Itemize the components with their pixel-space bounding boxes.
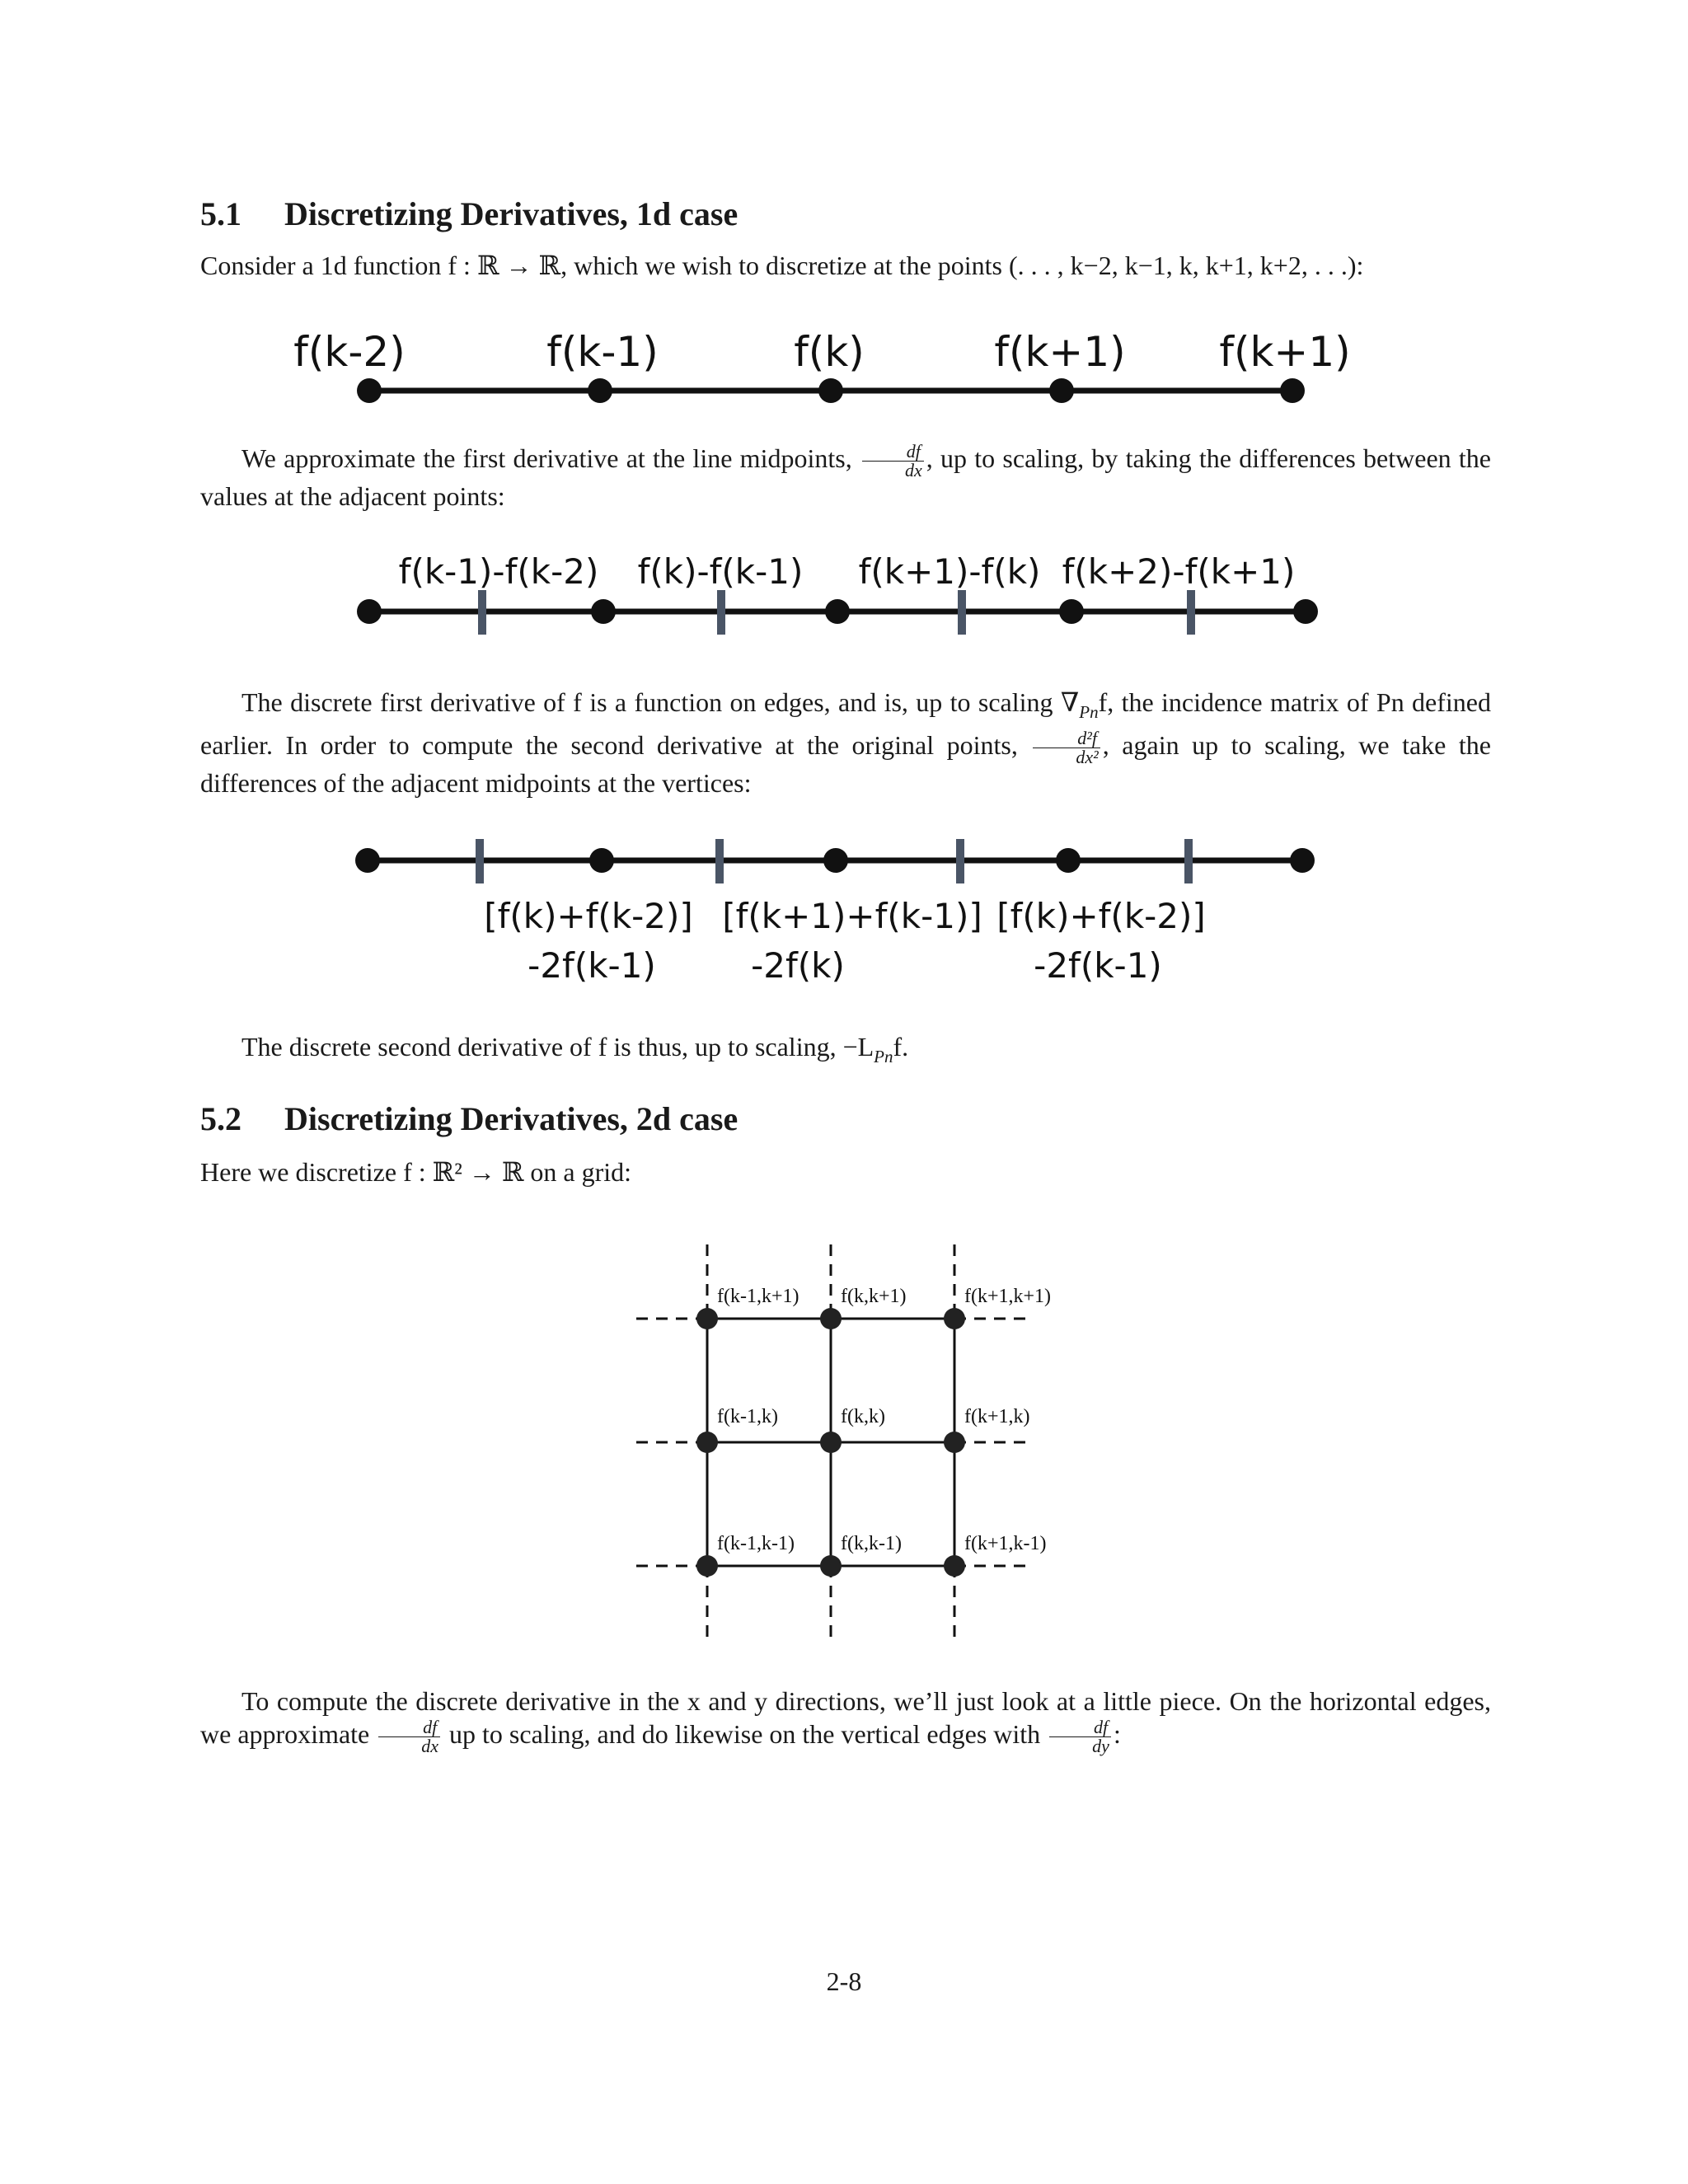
text-run: The discrete second derivative of f is thus, up to scaling, −L: [241, 1032, 874, 1062]
vertex-point: [1280, 378, 1305, 403]
vertex-point: [1290, 848, 1315, 873]
fraction-denominator: dx²: [1076, 747, 1099, 768]
section-title: Discretizing Derivatives, 2d case: [284, 1100, 738, 1137]
fraction-denominator: dx: [904, 460, 922, 481]
fraction-denominator: dx: [421, 1736, 439, 1757]
fraction-numerator: d²f: [1033, 729, 1100, 748]
midpoint-tick: [956, 839, 964, 883]
point-label: f(k): [794, 328, 865, 376]
midpoint-tick: [1187, 590, 1195, 635]
text-run: f, the incidence matrix of Pn defined earlier. In order to compute the second derivative at the original points,: [200, 687, 1492, 760]
first-derivative-paragraph: [200, 442, 1491, 513]
figure-1d-first-differences: [313, 544, 1418, 635]
midpoint-tick: [1184, 839, 1193, 883]
subscript: Pn: [874, 1047, 893, 1066]
vertex-point: [818, 378, 843, 403]
text-run: , up to scaling, by taking the differences between the values at the adjacent points:: [200, 443, 1492, 512]
section-title: Discretizing Derivatives, 1d case: [284, 195, 738, 232]
section-number: 5.1: [200, 195, 241, 232]
page-number: 2-8: [826, 1966, 862, 1996]
incidence-paragraph: [200, 686, 1491, 799]
grid-label: f(k+1,k): [964, 1406, 1030, 1427]
vertex-point: [1056, 848, 1081, 873]
fraction-numerator: df: [862, 443, 924, 462]
grid-label: f(k,k+1): [841, 1286, 907, 1307]
text-run: up to scaling, and do likewise on the vertical edges with: [443, 1719, 1048, 1749]
vertex-point: [591, 599, 616, 624]
midpoint-tick: [715, 839, 724, 883]
vertex-point: [357, 378, 382, 403]
figure-2d-grid: [626, 1236, 1088, 1657]
vertex-point: [1293, 599, 1318, 624]
midpoint-tick: [476, 839, 484, 883]
text-run: We approximate the first derivative at the line midpoints,: [241, 443, 860, 473]
directions-paragraph: [200, 1685, 1491, 1755]
second-diff-label-line1: [f(k)+f(k-2)]: [484, 896, 693, 936]
second-diff-label-line2: -2f(k-1): [1034, 945, 1162, 986]
fraction-d2f-dx2: [1033, 729, 1100, 766]
figure-1d-points: [293, 323, 1385, 415]
vertex-point: [355, 848, 380, 873]
fraction-denominator: dy: [1092, 1736, 1109, 1757]
difference-label: f(k+1)-f(k): [858, 551, 1041, 592]
text-run: , again up to scaling, we take the differences of the adjacent midpoints at the vertices:: [200, 730, 1492, 799]
second-diff-label-line2: -2f(k): [751, 945, 845, 986]
point-label: f(k+1): [1219, 328, 1351, 376]
text-run: f.: [893, 1032, 909, 1062]
subscript: Pn: [1079, 702, 1099, 722]
intro-paragraph-1d: Consider a 1d function f : ℝ → ℝ, which we wish to discretize at the points (. . . , k−2, k−1, k, k+1, k+2, . . .):: [200, 251, 1364, 280]
vertex-point: [823, 848, 848, 873]
point-label: f(k-1): [546, 328, 659, 376]
fraction-df-dx: [378, 1718, 440, 1755]
point-label: f(k+1): [994, 328, 1126, 376]
midpoint-tick: [717, 590, 725, 635]
section-heading-5-2: [200, 1099, 738, 1138]
vertex-point: [589, 848, 614, 873]
difference-label: f(k+2)-f(k+1): [1062, 551, 1296, 592]
grid-label: f(k+1,k-1): [964, 1533, 1047, 1554]
vertex-point: [825, 599, 850, 624]
second-derivative-paragraph: [200, 1030, 1491, 1073]
vertex-point: [357, 599, 382, 624]
text-run: The discrete first derivative of f is a function on edges, and is, up to scaling ∇: [241, 687, 1080, 717]
grid-label: f(k-1,k): [717, 1406, 778, 1427]
point-label: f(k-2): [293, 328, 406, 376]
second-diff-label-line1: [f(k)+f(k-2)]: [996, 896, 1206, 936]
grid-label: f(k-1,k-1): [717, 1533, 795, 1554]
figure-1d-second-differences: [313, 832, 1418, 997]
vertex-point: [1059, 599, 1084, 624]
fraction-numerator: df: [1049, 1718, 1111, 1737]
second-diff-label-line1: [f(k+1)+f(k-1)]: [722, 896, 982, 936]
fraction-df-dy: [1049, 1718, 1111, 1755]
vertex-point: [1049, 378, 1074, 403]
grid-label: f(k,k-1): [841, 1533, 902, 1554]
difference-label: f(k-1)-f(k-2): [398, 551, 599, 592]
section-number: 5.2: [200, 1100, 241, 1137]
grid-label: f(k,k): [841, 1406, 885, 1427]
difference-label: f(k)-f(k-1): [637, 551, 804, 592]
grid-label: f(k-1,k+1): [717, 1286, 799, 1307]
midpoint-tick: [478, 590, 486, 635]
text-run: To compute the discrete derivative in the x and y directions, we’ll just look at a little piece. On the horizontal edges, we approximate: [200, 1686, 1491, 1749]
midpoint-tick: [958, 590, 966, 635]
fraction-df-dx: [862, 443, 924, 480]
section-heading-5-1: [200, 194, 738, 233]
grid-label: f(k+1,k+1): [964, 1286, 1052, 1307]
vertex-point: [588, 378, 612, 403]
fraction-numerator: df: [378, 1718, 440, 1737]
second-diff-label-line2: -2f(k-1): [528, 945, 656, 986]
text-run: :: [1113, 1719, 1121, 1749]
intro-paragraph-2d: Here we discretize f : ℝ² → ℝ on a grid:: [200, 1157, 632, 1187]
